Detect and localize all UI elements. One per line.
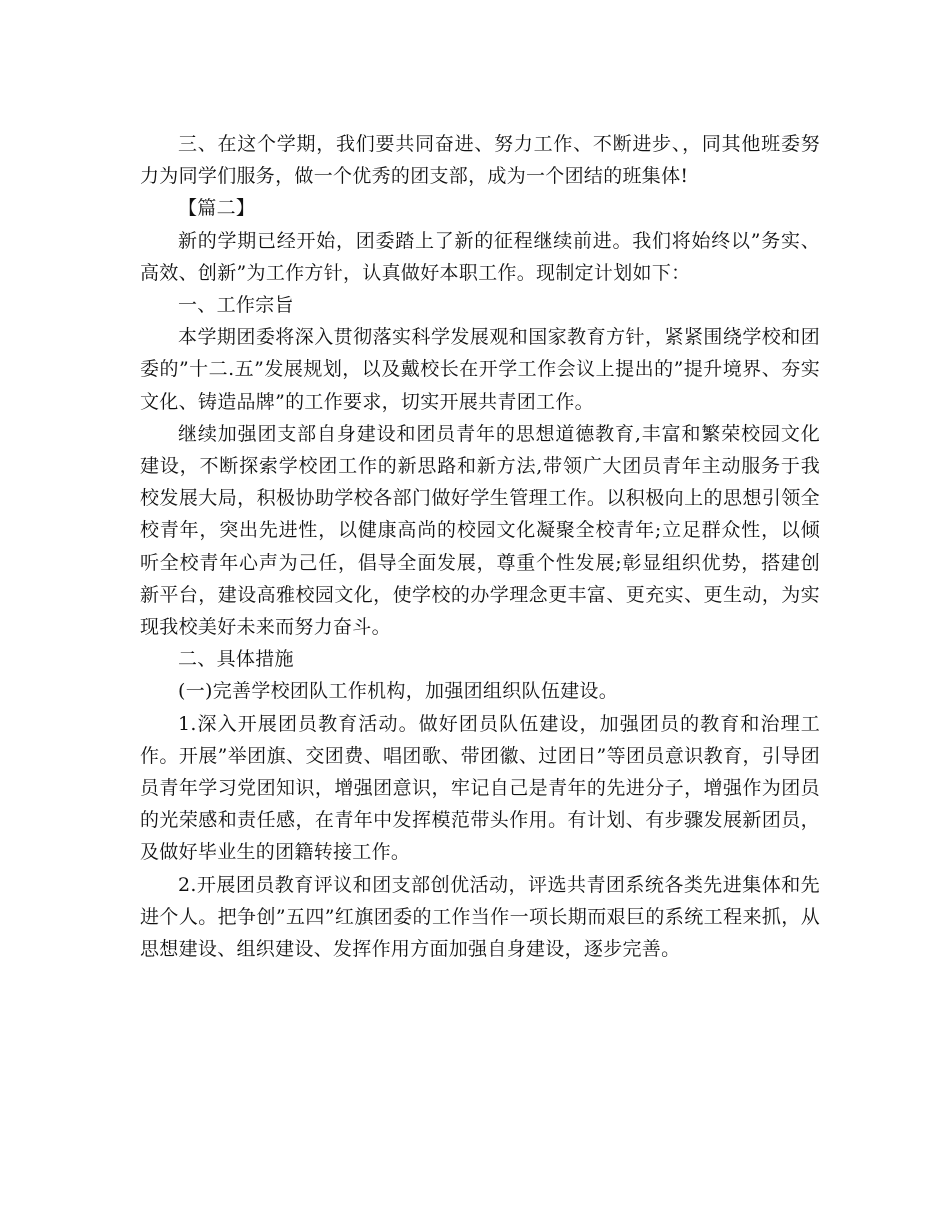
paragraph-part-two-heading: 【篇二】 — [178, 197, 256, 220]
heading-specific-measures: 二、具体措施 — [178, 648, 294, 671]
paragraph-strengthen-branch: 继续加强团支部自身建设和团员青年的思想道德教育,丰富和繁荣校园文化建设，不断探索学校团工作的新思路和新方法,带领广大团员青年主动服务于我校发展大局，积极协助学校各部门做好学生管理工作。以积极向上的思想引领全校青年，突出先进性，以健康高尚的校园文化凝聚全校青年;立足群众性，以倾听全校青年心声为己任，倡导全面发展，尊重个性发展;彰显组织优势，搭建创新平台，建设高雅校园文化，使学校的办学理念更丰富、更充实、更生动，为实现我校美好未来而努力奋斗。 — [140, 422, 820, 639]
paragraph-section-three: 三、在这个学期，我们要共同奋进、努力工作、不断进步、，同其他班委努力为同学们服务，做一个优秀的团支部，成为一个团结的班集体! — [140, 133, 820, 188]
paragraph-measure-one: 1.深入开展团员教育活动。做好团员队伍建设，加强团员的教育和治理工作。开展”举团旗、交团费、唱团歌、带团徽、过团日”等团员意识教育，引导团员青年学习党团知识，增强团意识，牢记自己是青年的先进分子，增强作为团员的光荣感和责任感，在青年中发挥模范带头作用。有计划、有步骤发展新团员，及做好毕业生的团籍转接工作。 — [140, 712, 820, 864]
paragraph-measure-two: 2.开展团员教育评议和团支部创优活动，评选共青团系统各类先进集体和先进个人。把争创”五四”红旗团委的工作当作一项长期而艰巨的系统工程来抓，从思想建设、组织建设、发挥作用方面加强自身建设，逐步完善。 — [140, 873, 820, 961]
paragraph-purpose-detail: 本学期团委将深入贯彻落实科学发展观和国家教育方针，紧紧围绕学校和团委的”十二.五”发展规划，以及戴校长在开学工作会议上提出的”提升境界、夯实文化、铸造品牌”的工作要求，切实开展共青团工作。 — [140, 326, 820, 413]
paragraph-intro: 新的学期已经开始，团委踏上了新的征程继续前进。我们将始终以”务实、高效、创新”为工作方针，认真做好本职工作。现制定计划如下： — [140, 229, 820, 284]
heading-work-purpose: 一、工作宗旨 — [178, 294, 294, 317]
subheading-improve-organization: (一)完善学校团队工作机构，加强团组织队伍建设。 — [178, 680, 619, 703]
document-body — [140, 128, 820, 965]
